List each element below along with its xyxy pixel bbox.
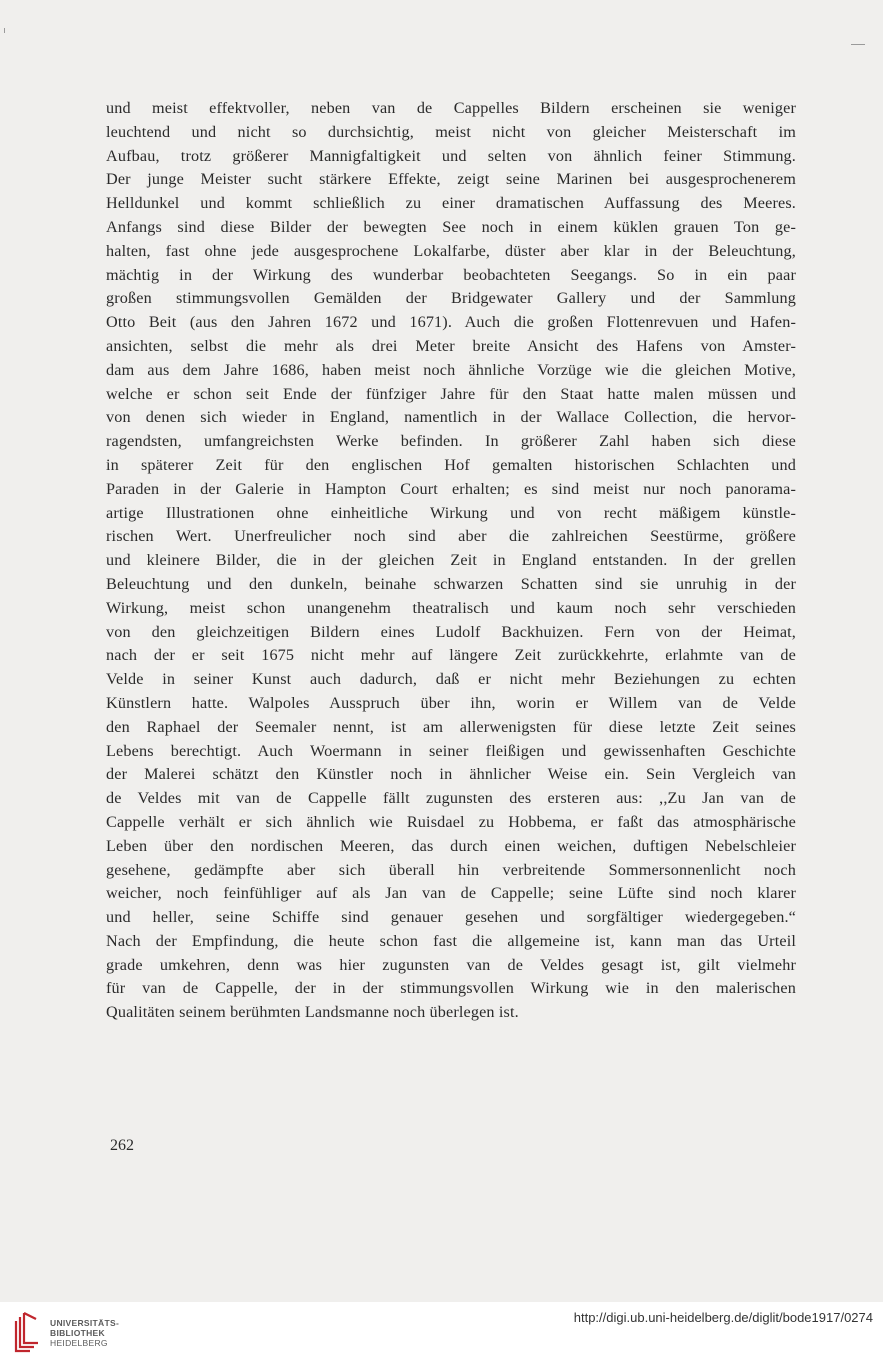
text-line: Qualitäten seinem berühmten Landsmanne noch überlegen ist. (106, 1003, 519, 1022)
text-line: in späterer Zeit für den englischen Hof gemalten historischen Schlachten und (106, 455, 796, 474)
text-line: Künstlern hatte. Walpoles Ausspruch über ihn, worin er Willem van de Velde (106, 693, 796, 712)
text-line: großen stimmungsvollen Gemälden der Bridgewater Gallery und der Sammlung (106, 289, 796, 308)
text-line: Der junge Meister sucht stärkere Effekte, zeigt seine Marinen bei ausgesprochenerem (106, 170, 796, 189)
text-line: de Veldes mit van de Cappelle fällt zugunsten des ersteren aus: ,,Zu Jan van de (106, 789, 796, 808)
text-line: Helldunkel und kommt schließlich zu einer dramatischen Auffassung des Meeres. (106, 194, 796, 213)
text-line: nach der er seit 1675 nicht mehr auf längere Zeit zurückkehrte, erlahmte van de (106, 646, 796, 665)
text-line: weicher, noch feinfühliger auf als Jan van de Cappelle; seine Lüfte sind noch klarer (106, 884, 796, 903)
text-line: Cappelle verhält er sich ähnlich wie Ruisdael zu Hobbema, er faßt das atmosphärische (106, 812, 796, 831)
text-line: der Malerei schätzt den Künstler noch in ähnlicher Weise ein. Sein Vergleich van (106, 765, 796, 784)
page-number: 262 (110, 1137, 134, 1154)
text-line: Anfangs sind diese Bilder der bewegten See noch in einem küklen grauen Ton ge- (106, 217, 796, 236)
library-name (50, 1318, 119, 1348)
text-line: mächtig in der Wirkung des wunderbar beobachteten Seegangs. So in ein paar (106, 265, 796, 284)
text-line: grade umkehren, denn was hier zugunsten van de Veldes gesagt ist, gilt vielmehr (106, 955, 796, 974)
text-line: halten, fast ohne jede ausgesprochene Lokalfarbe, düster aber klar in der Beleuchtung, (106, 241, 796, 260)
library-name-line1: UNIVERSITÄTS- (50, 1318, 120, 1328)
library-logo-icon[interactable] (10, 1311, 40, 1355)
body-text (106, 97, 796, 1025)
text-line: Lebens berechtigt. Auch Woermann in seiner fleißigen und gewissenhaften Geschichte (106, 741, 796, 760)
text-line: ragendsten, umfangreichsten Werke befinden. In größerer Zahl haben sich diese (106, 432, 796, 451)
text-line: ansichten, selbst die mehr als drei Meter breite Ansicht des Hafens von Amster- (106, 336, 796, 355)
text-line: Aufbau, trotz größerer Mannigfaltigkeit und selten von ähnlich feiner Stimmung. (106, 146, 796, 165)
scan-mark (851, 44, 865, 45)
text-line: von den gleichzeitigen Bildern eines Ludolf Backhuizen. Fern von der Heimat, (106, 622, 796, 641)
text-line: für van de Cappelle, der in der stimmungsvollen Wirkung wie in den malerischen (106, 979, 796, 998)
text-line: und kleinere Bilder, die in der gleichen Zeit in England entstanden. In der grellen (106, 551, 796, 570)
text-line: Otto Beit (aus den Jahren 1672 und 1671). Auch die großen Flottenrevuen und Hafen- (106, 313, 796, 332)
text-line: und heller, seine Schiffe sind genauer gesehen und sorgfältiger wiedergegeben.“ (106, 908, 796, 927)
text-line: welche er schon seit Ende der fünfziger Jahre für den Staat hatte malen müssen und (106, 384, 796, 403)
text-line: dam aus dem Jahre 1686, haben meist noch ähnliche Vorzüge wie die gleichen Motive, (106, 360, 796, 379)
text-line: Velde in seiner Kunst auch dadurch, daß er nicht mehr Beziehungen zu echten (106, 670, 796, 689)
library-name-line3: HEIDELBERG (50, 1338, 108, 1348)
text-line: Paraden in der Galerie in Hampton Court erhalten; es sind meist nur noch panorama- (106, 479, 796, 498)
text-line: gesehene, gedämpfte aber sich überall hin verbreitende Sommersonnenlicht noch (106, 860, 796, 879)
scan-mark (4, 28, 5, 33)
text-line: Nach der Empfindung, die heute schon fast die allgemeine ist, kann man das Urteil (106, 931, 796, 950)
text-line: Leben über den nordischen Meeren, das durch einen weichen, duftigen Nebelschleier (106, 836, 796, 855)
text-line: Beleuchtung und den dunkeln, beinahe schwarzen Schatten sind sie unruhig in der (106, 574, 796, 593)
text-line: und meist effektvoller, neben van de Cappelles Bildern erscheinen sie weniger (106, 99, 796, 117)
text-line: von denen sich wieder in England, namentlich in der Wallace Collection, die hervor- (106, 408, 796, 427)
footer-bar (0, 1302, 883, 1366)
text-line: leuchtend und nicht so durchsichtig, meist nicht von gleicher Meisterschaft im (106, 122, 796, 141)
text-line: rischen Wert. Unerfreulicher noch sind aber die zahlreichen Seestürme, größere (106, 527, 796, 546)
text-line: den Raphael der Seemaler nennt, ist am allerwenigsten für diese letzte Zeit seines (106, 717, 796, 736)
library-name-line2: BIBLIOTHEK (50, 1328, 105, 1338)
text-line: artige Illustrationen ohne einheitliche Wirkung und von recht mäßigem künstle- (106, 503, 796, 522)
text-line: Wirkung, meist schon unangenehm theatralisch und kaum noch sehr verschieden (106, 598, 796, 617)
source-url-link[interactable]: http://digi.ub.uni-heidelberg.de/diglit/bode1917/0274 (573, 1310, 873, 1325)
